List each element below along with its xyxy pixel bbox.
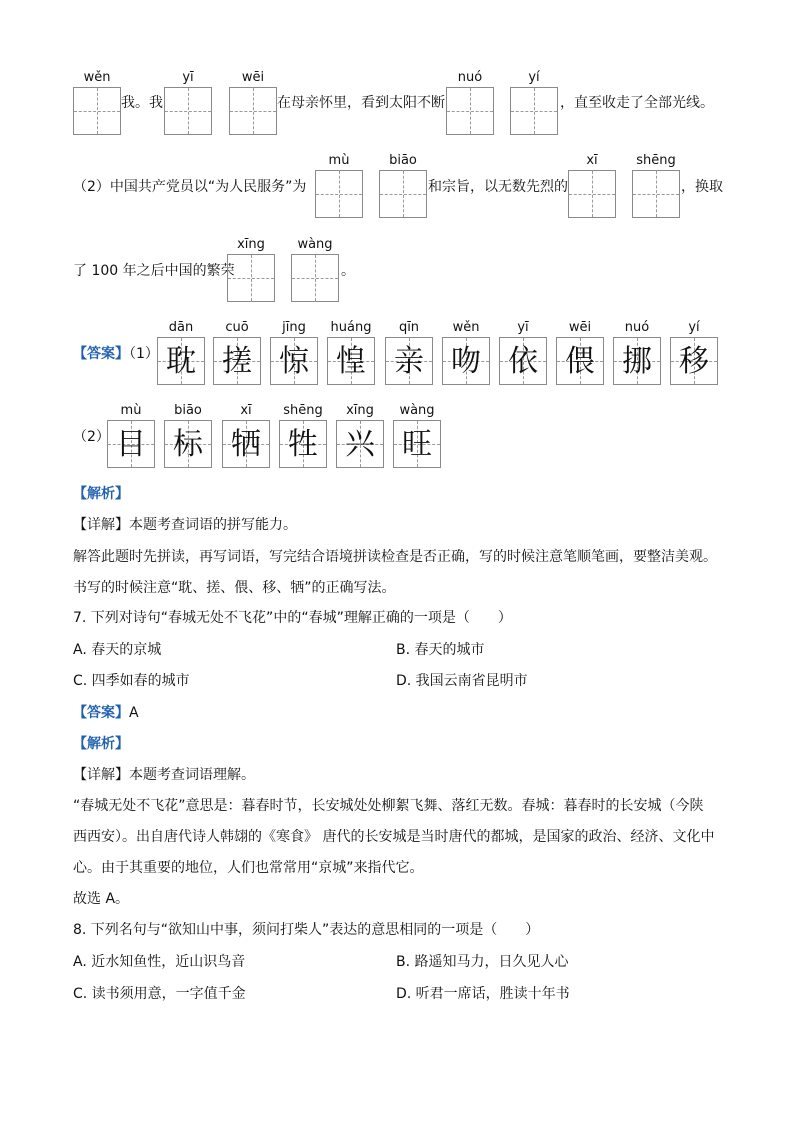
answer-pinyin: huáng xyxy=(330,320,372,335)
answer-char-box xyxy=(556,337,604,385)
option-c[interactable]: C. 四季如春的城市 xyxy=(73,673,190,689)
answer-char: 惊 xyxy=(279,344,309,379)
pinyin-sheng: shēng xyxy=(636,153,676,168)
answer-grid-box[interactable] xyxy=(164,87,212,135)
question-8: 8. 下列名句与“欲知山中事，须问打柴人”表达的意思相同的一项是（ ） xyxy=(73,922,540,938)
answer-char-box xyxy=(279,420,327,468)
answer-char-box xyxy=(613,337,661,385)
answer-pinyin: yī xyxy=(517,320,529,335)
sentence-fragment: （2）中国共产党员以“为人民服务”为 xyxy=(73,179,307,195)
answer-grid-box[interactable] xyxy=(446,87,494,135)
question-7: 7. 下列对诗句“春城无处不飞花”中的“春城”理解正确的一项是（ ） xyxy=(73,610,512,626)
answer-pinyin: mù xyxy=(120,403,142,418)
analysis-label: 【解析】 xyxy=(73,736,129,752)
sentence-fragment: 和宗旨，以无数先烈的 xyxy=(428,179,568,195)
answer-pinyin: dān xyxy=(168,320,194,335)
pinyin-xing: xīng xyxy=(237,237,265,252)
answer-char: 兴 xyxy=(345,427,375,462)
answer-char-box xyxy=(442,337,490,385)
answer-pinyin: shēng xyxy=(283,403,323,418)
answer-char: 吻 xyxy=(451,344,481,379)
sentence-fragment: 。 xyxy=(341,263,355,279)
answer-label xyxy=(73,345,159,363)
pinyin-biao: biāo xyxy=(389,153,417,168)
answer-char: 搓 xyxy=(222,344,252,379)
explanation-line: 西西安）。出自唐代诗人韩翃的《寒食》 唐代的长安城是当时唐代的都城，是国家的政治、经济、文化中 xyxy=(73,829,715,845)
option-a[interactable]: A. 春天的京城 xyxy=(73,642,162,658)
answer-grid-box[interactable] xyxy=(229,87,277,135)
option-b[interactable]: B. 路遥知马力，日久见人心 xyxy=(396,954,569,970)
sentence-fragment: ，直至收走了全部光线。 xyxy=(560,95,714,111)
answer-pinyin: biāo xyxy=(174,403,202,418)
answer-char: 目 xyxy=(116,427,146,462)
option-c[interactable]: C. 读书须用意，一字值千金 xyxy=(73,986,246,1002)
option-a[interactable]: A. 近水知鱼性，近山识鸟音 xyxy=(73,954,246,970)
explanation-line: 解答此题时先拼读，再写词语，写完结合语境拼读检查是否正确，写的时候注意笔顺笔画，要整洁美观。 xyxy=(73,549,717,565)
pinyin-nuo: nuó xyxy=(457,70,483,85)
answer-pinyin: yí xyxy=(688,320,700,335)
answer-char: 亲 xyxy=(394,344,424,379)
answer-pinyin: wàng xyxy=(399,403,435,418)
pinyin-yi1: yī xyxy=(182,70,194,85)
answer-char-box xyxy=(327,337,375,385)
answer-num: （1） xyxy=(129,346,159,362)
answer-char: 依 xyxy=(508,344,538,379)
answer-pinyin: nuó xyxy=(624,320,650,335)
answer-pinyin: qīn xyxy=(398,320,420,335)
answer-char: 牺 xyxy=(231,427,261,462)
option-d[interactable]: D. 我国云南省昆明市 xyxy=(396,673,528,689)
sentence-fragment: ，换取 xyxy=(681,179,723,195)
pinyin-yi2: yí xyxy=(528,70,540,85)
answer-char-box xyxy=(164,420,212,468)
answer-char-box xyxy=(270,337,318,385)
answer-char-box xyxy=(385,337,433,385)
answer-grid-box[interactable] xyxy=(291,254,339,302)
answer-pinyin: wēi xyxy=(568,320,592,335)
answer-label-text: 【答案】 xyxy=(73,346,129,362)
sentence-fragment: 了 100 年之后中国的繁荣 xyxy=(73,263,235,279)
option-d[interactable]: D. 听君一席话，胜读十年书 xyxy=(396,986,570,1002)
answer-value: A xyxy=(129,705,139,721)
pinyin-xi: xī xyxy=(586,153,598,168)
answer-grid-box[interactable] xyxy=(510,87,558,135)
answer-char-box xyxy=(213,337,261,385)
answer-char-box xyxy=(393,420,441,468)
explanation-line: “春城无处不飞花”意思是：暮春时节，长安城处处柳絮飞舞、落红无数。春城：暮春时的长安城（今陕 xyxy=(73,798,704,814)
answer-pinyin: cuō xyxy=(225,320,249,335)
answer-pinyin: xīng xyxy=(346,403,374,418)
option-b[interactable]: B. 春天的城市 xyxy=(396,642,485,658)
answer-pinyin: jīng xyxy=(282,320,306,335)
detail-line: 【详解】本题考查词语的拼写能力。 xyxy=(73,517,297,533)
answer-char: 挪 xyxy=(622,344,652,379)
answer-pinyin: wěn xyxy=(452,320,480,335)
answer-num: （2） xyxy=(73,429,110,445)
sentence-fragment: 我。我 xyxy=(121,95,163,111)
answer-grid-box[interactable] xyxy=(379,170,427,218)
answer-grid-box[interactable] xyxy=(632,170,680,218)
detail-line: 【详解】本题考查词语理解。 xyxy=(73,767,255,783)
answer-line xyxy=(73,704,139,722)
explanation-line: 书写的时候注意“耽、搓、偎、移、牺”的正确写法。 xyxy=(73,580,396,596)
answer-char-box xyxy=(222,420,270,468)
answer-char: 惶 xyxy=(336,344,366,379)
answer-char: 移 xyxy=(679,344,709,379)
answer-char-box xyxy=(499,337,547,385)
answer-grid-box[interactable] xyxy=(568,170,616,218)
answer-char-box xyxy=(336,420,384,468)
sentence-fragment: 在母亲怀里，看到太阳不断 xyxy=(277,95,445,111)
pinyin-wang: wàng xyxy=(297,237,333,252)
answer-grid-box[interactable] xyxy=(315,170,363,218)
answer-char-box xyxy=(157,337,205,385)
answer-char: 标 xyxy=(173,427,203,462)
answer-char-box xyxy=(670,337,718,385)
answer-pinyin: xī xyxy=(240,403,252,418)
conclusion-line: 故选 A。 xyxy=(73,891,130,907)
answer-char: 耽 xyxy=(166,344,196,379)
answer-char: 偎 xyxy=(565,344,595,379)
answer-char: 牲 xyxy=(288,427,318,462)
answer-grid-box[interactable] xyxy=(227,254,275,302)
pinyin-wei: wēi xyxy=(241,70,265,85)
pinyin-mu: mù xyxy=(328,153,350,168)
answer-char-box xyxy=(107,420,155,468)
answer-grid-box[interactable] xyxy=(73,87,121,135)
answer-char: 旺 xyxy=(402,427,432,462)
pinyin-wen: wěn xyxy=(83,70,111,85)
explanation-line: 心。由于其重要的地位，人们也常常用“京城”来指代它。 xyxy=(73,860,424,876)
answer-label: 【答案】 xyxy=(73,705,129,721)
analysis-label: 【解析】 xyxy=(73,486,129,502)
